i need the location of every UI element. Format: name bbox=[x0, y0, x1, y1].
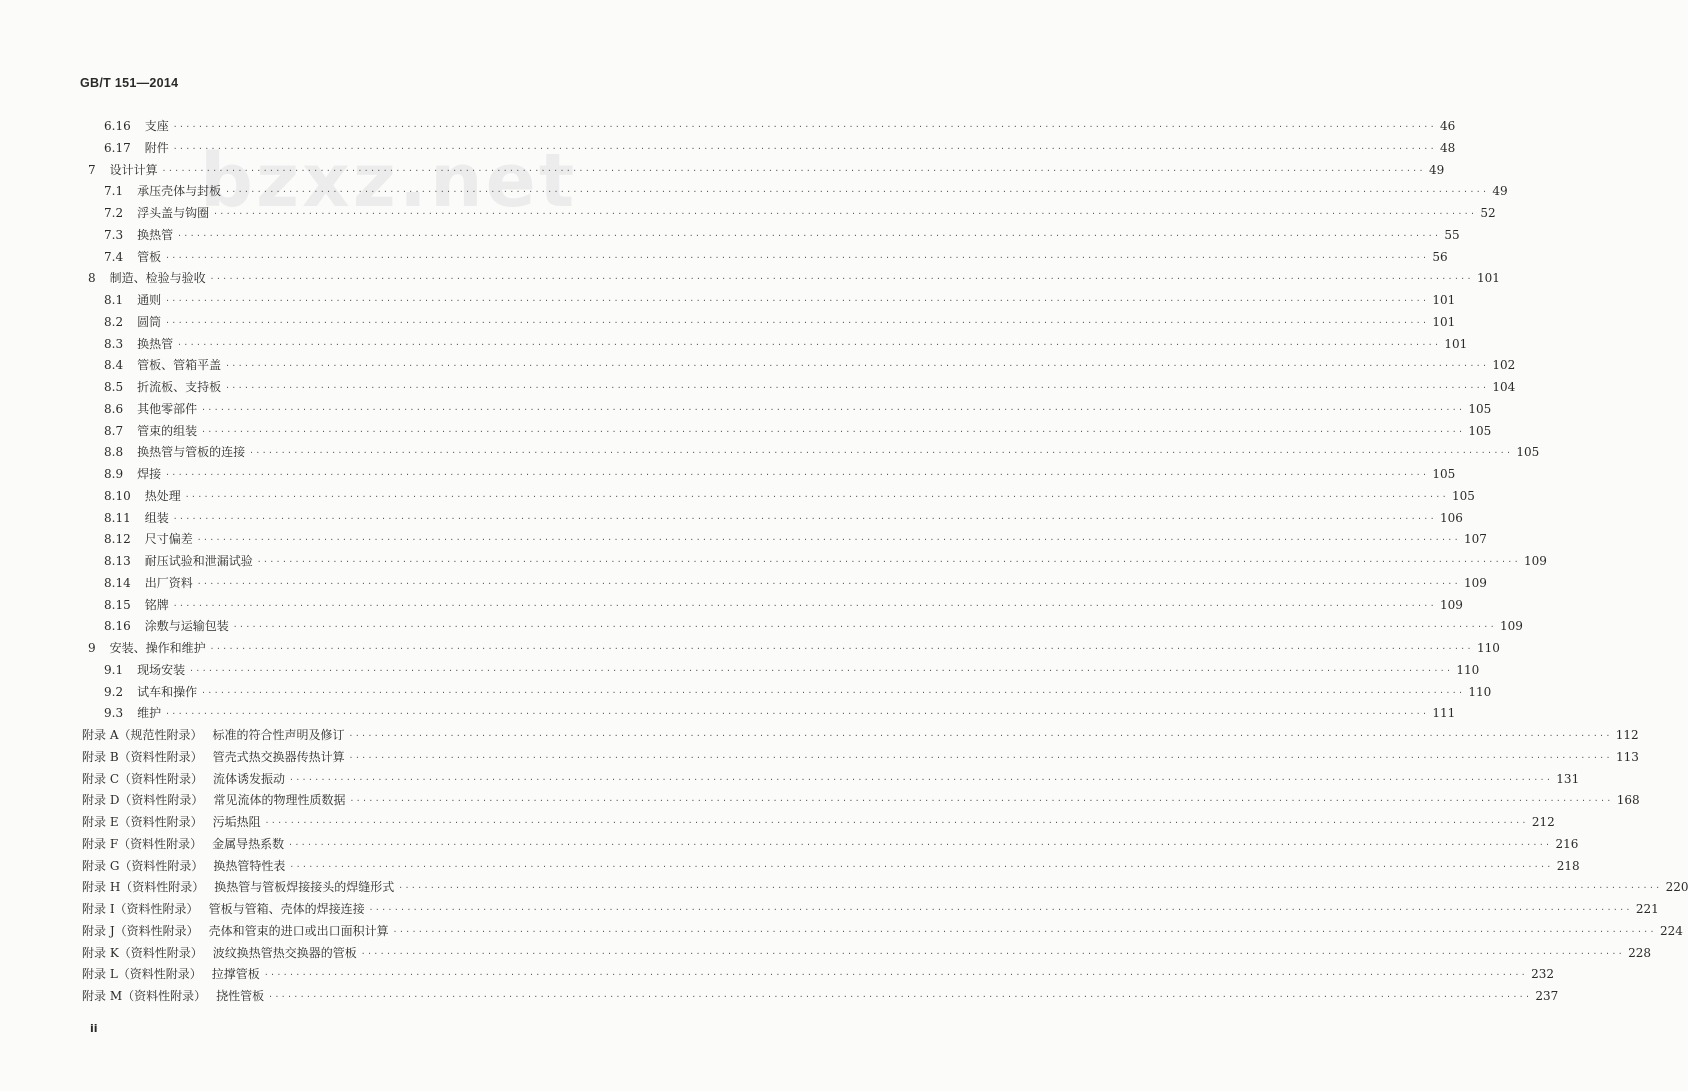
toc-entry-number: 7.4 bbox=[104, 249, 124, 264]
toc-entry-number: 8.3 bbox=[104, 336, 124, 351]
toc-entry-number: 7 bbox=[88, 162, 96, 177]
toc-entry[interactable] bbox=[104, 505, 1463, 525]
toc-entry[interactable] bbox=[104, 700, 1456, 721]
toc-entry-title: 通则 bbox=[137, 293, 162, 307]
toc-entry-number: 8.5 bbox=[104, 380, 124, 394]
toc-entry[interactable] bbox=[104, 483, 1475, 503]
toc-entry-page: 101 bbox=[1444, 336, 1468, 351]
toc-entry-number: 6.17 bbox=[104, 140, 131, 155]
toc-entry-number: 7.2 bbox=[104, 206, 124, 220]
toc-leader-dots: ········································································································································································································ bbox=[201, 404, 1465, 414]
toc-entry[interactable] bbox=[82, 874, 1688, 895]
page-header: GB/T 151—2014 bbox=[80, 76, 179, 90]
toc-entry-title: 焊接 bbox=[137, 467, 162, 481]
toc-entry[interactable] bbox=[82, 787, 1640, 808]
toc-leader-dots: ········································································································································································································ bbox=[172, 143, 1437, 153]
toc-leader-dots: ········································································································································································································ bbox=[368, 905, 1632, 914]
toc-entry-title: 换热管与管板的连接 bbox=[137, 445, 246, 460]
toc-entry[interactable] bbox=[104, 352, 1516, 373]
toc-entry[interactable] bbox=[104, 309, 1456, 329]
toc-entry-title: 污垢热阻 bbox=[212, 815, 261, 829]
toc-entry-title: 换热管 bbox=[137, 336, 174, 351]
toc-entry-page: 52 bbox=[1480, 206, 1496, 220]
toc-leader-dots: ········································································································································································································ bbox=[392, 926, 1656, 936]
toc-entry-title: 维护 bbox=[137, 706, 162, 721]
toc-leader-dots: ········································································································································································································ bbox=[172, 513, 1437, 523]
toc-leader-dots: ········································································································································································································ bbox=[263, 970, 1528, 980]
toc-entry-title: 其他零部件 bbox=[137, 401, 198, 416]
toc-entry[interactable] bbox=[104, 374, 1516, 394]
toc-leader-dots: ········································································································································································································ bbox=[225, 383, 1489, 392]
toc-entry-number: 8.6 bbox=[104, 401, 124, 416]
toc-entry[interactable] bbox=[104, 657, 1480, 677]
toc-entry[interactable] bbox=[104, 570, 1487, 590]
toc-entry-title: 铭牌 bbox=[144, 597, 169, 612]
toc-entry-number: 附录 G（资料性附录） bbox=[82, 858, 204, 873]
toc-entry-number: 8.11 bbox=[104, 510, 131, 525]
toc-entry-page: 110 bbox=[1468, 684, 1492, 699]
toc-leader-dots: ········································································································································································································ bbox=[165, 296, 1429, 305]
toc-entry-number: 附录 B（资料性附录） bbox=[82, 749, 203, 764]
toc-entry-number: 附录 D（资料性附录） bbox=[82, 793, 204, 808]
toc-entry[interactable] bbox=[82, 918, 1683, 938]
toc-entry-page: 107 bbox=[1464, 532, 1487, 547]
toc-entry-number: 附录 H（资料性附录） bbox=[82, 880, 205, 895]
toc-leader-dots: ········································································································································································································ bbox=[161, 165, 1425, 175]
toc-entry-title: 组装 bbox=[144, 510, 169, 525]
toc-entry-page: 105 bbox=[1468, 423, 1492, 438]
toc-leader-dots: ········································································································································································································ bbox=[177, 230, 1441, 240]
toc-entry-number: 7.1 bbox=[104, 184, 124, 199]
toc-entry-title: 尺寸偏差 bbox=[144, 532, 193, 547]
toc-entry-page: 104 bbox=[1492, 380, 1516, 394]
toc-entry-page: 112 bbox=[1615, 728, 1639, 742]
toc-entry-title: 管板与管箱、壳体的焊接连接 bbox=[208, 902, 365, 916]
toc-entry-number: 6.16 bbox=[104, 119, 131, 133]
toc-entry-title: 管板、管箱平盖 bbox=[137, 358, 222, 373]
toc-entry[interactable] bbox=[104, 287, 1456, 307]
toc-entry-number: 附录 A（规范性附录） bbox=[82, 728, 203, 742]
toc-entry-page: 106 bbox=[1440, 510, 1463, 525]
toc-entry-page: 46 bbox=[1440, 119, 1456, 133]
toc-entry[interactable] bbox=[88, 265, 1500, 286]
toc-entry[interactable] bbox=[104, 592, 1463, 612]
toc-leader-dots: ········································································································································································································ bbox=[256, 557, 1521, 566]
toc-entry-page: 221 bbox=[1635, 902, 1659, 916]
toc-entry-number: 8.10 bbox=[104, 488, 131, 503]
toc-leader-dots: ········································································································································································································ bbox=[249, 448, 1513, 458]
toc-entry-page: 109 bbox=[1440, 597, 1463, 612]
toc-entry-number: 8.14 bbox=[104, 575, 131, 590]
toc-entry-number: 7.3 bbox=[104, 227, 124, 242]
toc-entry-page: 110 bbox=[1476, 641, 1500, 655]
toc-entry-title: 安装、操作和维护 bbox=[109, 641, 206, 655]
toc-entry[interactable] bbox=[82, 809, 1555, 829]
toc-entry-page: 105 bbox=[1468, 401, 1492, 416]
toc-entry-number: 8 bbox=[88, 271, 96, 286]
toc-leader-dots: ········································································································································································································ bbox=[349, 796, 1613, 806]
toc-entry-page: 56 bbox=[1432, 249, 1448, 264]
toc-leader-dots: ········································································································································································································ bbox=[360, 948, 1625, 958]
toc-leader-dots: ········································································································································································································ bbox=[172, 122, 1437, 131]
toc-entry-page: 109 bbox=[1464, 575, 1487, 590]
toc-entry-page: 55 bbox=[1444, 227, 1460, 242]
toc-entry-number: 9 bbox=[88, 641, 96, 655]
toc-entry-title: 设计计算 bbox=[109, 162, 158, 177]
toc-entry-page: 109 bbox=[1500, 619, 1523, 634]
toc-entry-number: 附录 J（资料性附录） bbox=[82, 923, 199, 938]
toc-leader-dots: ········································································································································································································ bbox=[348, 731, 1612, 740]
toc-entry-page: 109 bbox=[1524, 554, 1547, 568]
toc-leader-dots: ········································································································································································································ bbox=[398, 883, 1662, 893]
toc-leader-dots: ········································································································································································································ bbox=[165, 317, 1429, 327]
toc-entry[interactable] bbox=[104, 439, 1540, 460]
toc-leader-dots: ········································································································································································································ bbox=[172, 600, 1437, 610]
toc-entry-number: 8.15 bbox=[104, 597, 131, 612]
toc-entry-number: 附录 F（资料性附录） bbox=[82, 836, 203, 851]
toc-entry-number: 8.7 bbox=[104, 423, 124, 438]
toc-entry-title: 拉撑管板 bbox=[211, 967, 260, 982]
toc-leader-dots: ········································································································································································································ bbox=[209, 274, 1473, 284]
page-number-footer: ii bbox=[90, 1022, 98, 1035]
toc-entry-title: 支座 bbox=[144, 119, 169, 133]
toc-entry[interactable] bbox=[82, 722, 1639, 742]
toc-entry-title: 壳体和管束的进口或出口面积计算 bbox=[208, 923, 389, 938]
toc-entry-page: 105 bbox=[1516, 445, 1540, 460]
toc-entry-title: 换热管 bbox=[137, 227, 174, 242]
toc-entry-page: 237 bbox=[1535, 989, 1559, 1003]
toc-entry-page: 102 bbox=[1492, 358, 1516, 373]
toc-entry-title: 换热管与管板焊接接头的焊缝形式 bbox=[214, 880, 395, 895]
toc-entry-page: 49 bbox=[1492, 184, 1508, 199]
toc-entry-number: 附录 E（资料性附录） bbox=[82, 815, 203, 829]
toc-entry-page: 224 bbox=[1659, 923, 1683, 938]
toc-leader-dots: ········································································································································································································ bbox=[165, 252, 1429, 262]
toc-entry[interactable] bbox=[82, 896, 1659, 916]
toc-entry-number: 9.3 bbox=[104, 706, 124, 721]
toc-leader-dots: ········································································································································································································ bbox=[209, 644, 1473, 653]
toc-entry-title: 常见流体的物理性质数据 bbox=[213, 793, 346, 808]
toc-entry[interactable] bbox=[88, 157, 1445, 177]
toc-entry-page: 101 bbox=[1432, 314, 1456, 329]
toc-entry-number: 8.9 bbox=[104, 467, 124, 481]
toc-entry-page: 105 bbox=[1452, 488, 1475, 503]
toc-entry-page: 49 bbox=[1428, 162, 1445, 177]
toc-entry-number: 9.1 bbox=[104, 662, 124, 677]
toc-entry[interactable] bbox=[104, 548, 1547, 568]
toc-entry-title: 耐压试验和泄漏试验 bbox=[144, 554, 253, 568]
toc-entry-title: 涂敷与运输包装 bbox=[144, 619, 229, 634]
toc-entry-title: 标准的符合性声明及修订 bbox=[212, 728, 345, 742]
toc-entry-title: 管壳式热交换器传热计算 bbox=[212, 749, 345, 764]
toc-entry-title: 流体诱发振动 bbox=[213, 771, 286, 786]
toc-entry-title: 附件 bbox=[144, 140, 169, 155]
toc-entry-number: 8.13 bbox=[104, 554, 131, 568]
toc-entry-title: 出厂资料 bbox=[144, 575, 193, 590]
toc-leader-dots: ········································································································································································································ bbox=[177, 339, 1441, 349]
toc-entry[interactable] bbox=[104, 526, 1487, 547]
toc-entry-page: 105 bbox=[1432, 467, 1456, 481]
toc-entry-title: 现场安装 bbox=[137, 662, 186, 677]
toc-entry-title: 金属导热系数 bbox=[212, 836, 285, 851]
toc-entry-page: 220 bbox=[1665, 880, 1688, 895]
toc-entry[interactable] bbox=[82, 940, 1651, 960]
toc-leader-dots: ········································································································································································································ bbox=[196, 535, 1461, 545]
toc-leader-dots: ········································································································································································································ bbox=[289, 861, 1553, 871]
toc-entry-number: 附录 K（资料性附录） bbox=[82, 945, 203, 960]
toc-entry-title: 制造、检验与验收 bbox=[109, 271, 206, 286]
toc-entry[interactable] bbox=[82, 853, 1580, 873]
toc-entry-title: 波纹换热管热交换器的管板 bbox=[212, 945, 357, 960]
toc-entry-number: 8.4 bbox=[104, 358, 124, 373]
toc-entry[interactable] bbox=[88, 635, 1500, 655]
toc-entry-page: 232 bbox=[1531, 967, 1554, 982]
toc-entry-page: 48 bbox=[1440, 140, 1456, 155]
toc-entry-number: 附录 M（资料性附录） bbox=[82, 989, 207, 1003]
toc-entry[interactable] bbox=[104, 461, 1456, 481]
toc-leader-dots: ········································································································································································································ bbox=[165, 709, 1429, 719]
toc-leader-dots: ········································································································································································································ bbox=[289, 774, 1553, 784]
toc-entry[interactable] bbox=[104, 613, 1523, 634]
toc-leader-dots: ········································································································································································································ bbox=[225, 361, 1489, 371]
toc-entry[interactable] bbox=[104, 113, 1456, 133]
toc-entry-page: 111 bbox=[1432, 706, 1456, 721]
toc-entry-title: 承压壳体与封板 bbox=[137, 184, 222, 199]
toc-entry[interactable] bbox=[104, 396, 1492, 416]
toc-entry[interactable] bbox=[104, 244, 1448, 264]
toc-leader-dots: ········································································································································································································ bbox=[189, 665, 1453, 675]
toc-leader-dots: ········································································································································································································ bbox=[213, 209, 1477, 218]
toc-entry-title: 浮头盖与钩圈 bbox=[137, 206, 210, 220]
toc-entry-title: 管束的组装 bbox=[137, 423, 198, 438]
toc-entry-number: 8.1 bbox=[104, 293, 124, 307]
toc-entry-title: 试车和操作 bbox=[137, 684, 198, 699]
toc-entry-page: 228 bbox=[1628, 945, 1651, 960]
toc-leader-dots: ········································································································································································································ bbox=[184, 491, 1449, 501]
toc-leader-dots: ········································································································································································································ bbox=[288, 839, 1552, 849]
toc-entry-page: 101 bbox=[1476, 271, 1500, 286]
toc-entry-number: 8.8 bbox=[104, 445, 124, 460]
toc-entry-page: 212 bbox=[1531, 815, 1555, 829]
toc-entry-number: 附录 I（资料性附录） bbox=[82, 902, 199, 916]
toc-leader-dots: ········································································································································································································ bbox=[232, 622, 1497, 632]
toc-entry-title: 圆筒 bbox=[137, 314, 162, 329]
toc-leader-dots: ········································································································································································································ bbox=[348, 752, 1612, 762]
toc-entry-page: 216 bbox=[1555, 836, 1579, 851]
toc-entry[interactable] bbox=[82, 983, 1559, 1003]
toc-entry-page: 110 bbox=[1456, 662, 1480, 677]
toc-entry-page: 113 bbox=[1615, 749, 1639, 764]
toc-entry-page: 131 bbox=[1556, 771, 1580, 786]
toc-entry-number: 8.12 bbox=[104, 532, 131, 547]
toc-entry[interactable] bbox=[104, 222, 1460, 242]
toc-entry-title: 换热管特性表 bbox=[213, 858, 286, 873]
toc-entry-title: 挠性管板 bbox=[216, 989, 265, 1003]
toc-entry[interactable] bbox=[82, 961, 1554, 982]
toc-leader-dots: ········································································································································································································ bbox=[196, 578, 1461, 588]
toc-entry-number: 附录 L（资料性附录） bbox=[82, 967, 202, 982]
toc-entry-title: 管板 bbox=[137, 249, 162, 264]
toc-entry[interactable] bbox=[104, 178, 1508, 199]
toc-entry-number: 9.2 bbox=[104, 684, 124, 699]
watermark: bzxz.net bbox=[200, 138, 578, 224]
toc-entry-page: 218 bbox=[1556, 858, 1580, 873]
toc-entry[interactable] bbox=[104, 418, 1492, 438]
toc-entry-page: 168 bbox=[1616, 793, 1640, 808]
toc-entry-title: 折流板、支持板 bbox=[137, 380, 222, 394]
toc-leader-dots: ········································································································································································································ bbox=[264, 818, 1528, 827]
toc-entry[interactable] bbox=[104, 679, 1492, 699]
toc-leader-dots: ········································································································································································································ bbox=[165, 470, 1429, 479]
toc-leader-dots: ········································································································································································································ bbox=[201, 426, 1465, 436]
toc-entry[interactable] bbox=[82, 744, 1639, 764]
toc-entry-number: 8.2 bbox=[104, 314, 124, 329]
toc-entry-number: 8.16 bbox=[104, 619, 131, 634]
toc-entry-page: 101 bbox=[1432, 293, 1456, 307]
toc-entry[interactable] bbox=[104, 135, 1456, 155]
toc-leader-dots: ········································································································································································································ bbox=[225, 187, 1489, 197]
toc-entry[interactable] bbox=[82, 831, 1579, 851]
toc-entry[interactable] bbox=[104, 331, 1468, 351]
toc-entry[interactable] bbox=[82, 766, 1580, 786]
toc-entry-title: 热处理 bbox=[144, 488, 181, 503]
toc-leader-dots: ········································································································································································································ bbox=[268, 992, 1532, 1001]
toc-entry-number: 附录 C（资料性附录） bbox=[82, 771, 203, 786]
toc-entry[interactable] bbox=[104, 200, 1496, 220]
toc-leader-dots: ········································································································································································································ bbox=[201, 687, 1465, 697]
